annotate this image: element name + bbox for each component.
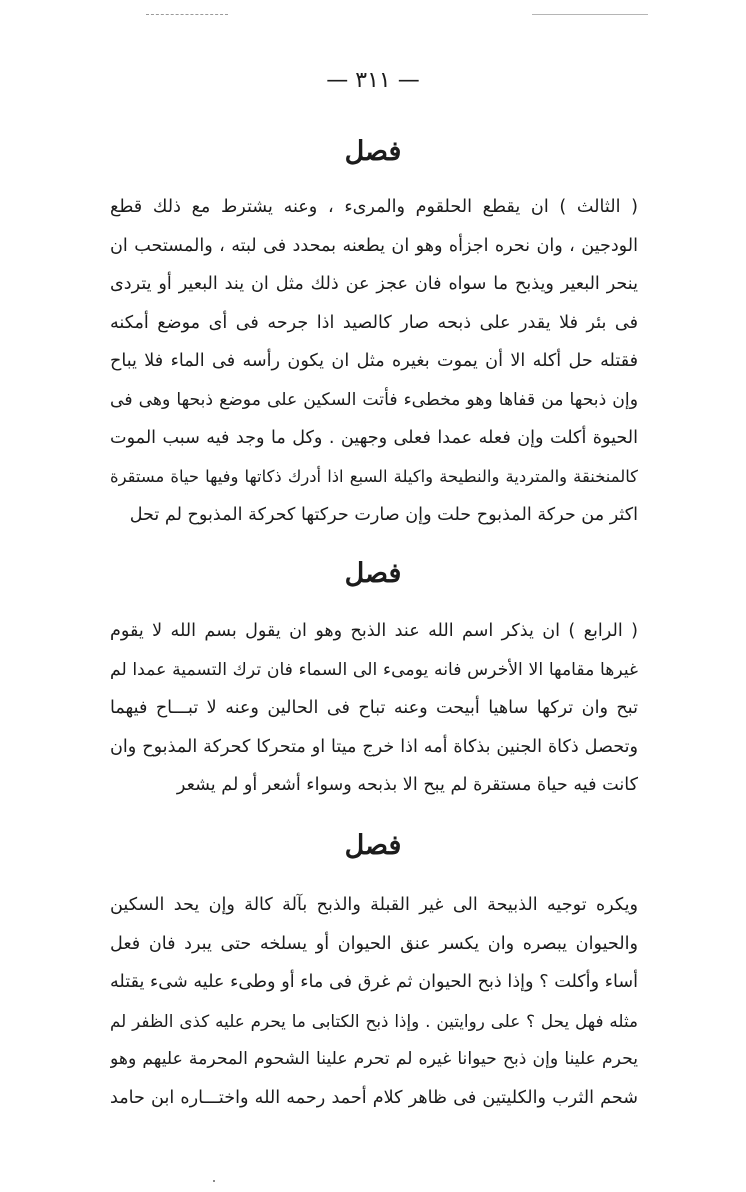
text-line: وتحصل ذكاة الجنين بذكاة أمه اذا خرج ميتا او متحركا كحركة المذبوح وان bbox=[110, 736, 638, 757]
text-line: كالمنخنقة والمتردية والنطيحة واكيلة السبع اذا أدرك ذكاتها وفيها حياة مستقرة bbox=[110, 466, 638, 486]
text-line: ( الثالث ) ان يقطع الحلقوم والمرىء ، وعنه يشترط مع ذلك قطع bbox=[110, 197, 638, 217]
text-line: غيرها مقامها الا الأخرس فانه يومىء الى السماء فان ترك التسمية عمدا لم bbox=[110, 659, 638, 680]
text-line: فقتله حل أكله الا أن يموت بغيره مثل ان يكون رأسه فى الماء فلا يباح bbox=[110, 351, 638, 371]
text-line: شحم الثرب والكليتين فى ظاهر كلام أحمد رحمه الله واختـــاره ابن حامد bbox=[110, 1087, 638, 1108]
page-number: — ٣١١ — bbox=[326, 68, 420, 93]
text-line: ويكره توجيه الذبيحة الى غير القبلة والذبح بآلة كالة وإن يحد السكين bbox=[110, 895, 638, 915]
text-line: فى بئر فلا يقدر على ذبحه صار كالصيد اذا جرحه فى أى موضع أمكنه bbox=[110, 312, 638, 333]
text-line: ينحر البعير ويذبح ما سواه فان عجز عن ذلك مثل ان يند البعير أو يتردى bbox=[110, 274, 638, 294]
section-heading-3: فصل bbox=[344, 830, 402, 861]
section-heading-2: فصل bbox=[344, 558, 402, 589]
text-line: يحرم علينا وإن ذبح حيوانا غيره لم تحرم علينا الشحوم المحرمة عليهم وهو bbox=[110, 1049, 638, 1069]
text-line: مثله فهل يحل ؟ على روايتين . وإذا ذبح الكتابى ما يحرم عليه كذى الظفر لم bbox=[110, 1010, 638, 1031]
section-heading-1: فصل bbox=[344, 136, 402, 167]
text-line: والحيوان يبصره وان يكسر عنق الحيوان أو يسلخه حتى يبرد فان فعل bbox=[110, 933, 638, 954]
text-line: وإن ذبحها من قفاها وهو مخطىء فأتت السكين على موضع ذبحها وهى فى bbox=[110, 389, 638, 410]
text-line: الحيوة أكلت وإن فعله عمدا فعلى وجهين . وكل ما وجد فيه سبب الموت bbox=[110, 428, 638, 448]
section-body-1 bbox=[110, 188, 638, 535]
section-body-3 bbox=[110, 886, 638, 1117]
top-border-rule-left bbox=[146, 14, 228, 15]
text-line: ( الرابع ) ان يذكر اسم الله عند الذبح وهو ان يقول بسم الله لا يقوم bbox=[110, 621, 638, 641]
section-body-2 bbox=[110, 612, 638, 805]
text-line: اكثر من حركة المذبوح حلت وإن صارت حركتها كحركة المذبوح لم تحل bbox=[129, 505, 638, 525]
text-line: تبح وان تركها ساهيا أبيحت وعنه تباح فى الحالين وعنه لا تبـــاح فيهما bbox=[110, 698, 638, 718]
top-border-rule-right bbox=[532, 14, 648, 15]
text-line: كانت فيه حياة مستقرة لم يبح الا بذبحه وسواء أشعر أو لم يشعر bbox=[176, 775, 638, 795]
text-line: أساء وأكلت ؟ وإذا ذبح الحيوان ثم غرق فى ماء أو وطىء عليه شىء يقتله bbox=[110, 972, 638, 992]
text-line: الودجين ، وان نحره اجزأه وهو ان يطعنه بمحدد فى لبته ، والمستحب ان bbox=[110, 235, 638, 256]
paper-speck bbox=[213, 1180, 215, 1182]
